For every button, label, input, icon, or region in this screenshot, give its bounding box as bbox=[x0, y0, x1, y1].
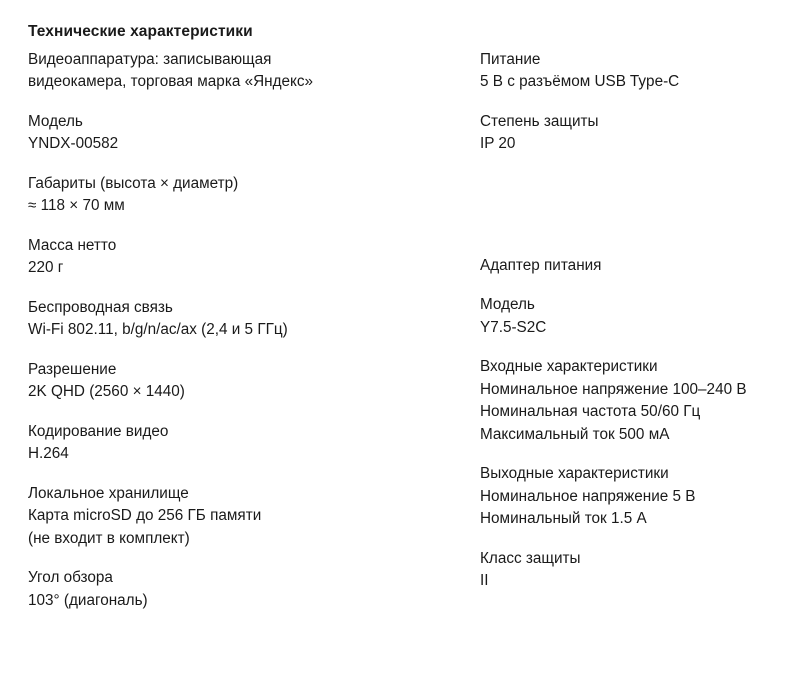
spec-block-viewing-angle bbox=[28, 567, 476, 612]
spec-value: Номинальный ток 1.5 А bbox=[480, 510, 647, 528]
spec-block-video-equipment bbox=[28, 49, 476, 94]
spec-block-input-characteristics bbox=[480, 356, 788, 446]
spec-value: Максимальный ток 500 мА bbox=[480, 425, 670, 443]
left-column bbox=[28, 49, 476, 612]
spec-value: Y7.5-S2C bbox=[480, 318, 547, 336]
spec-block-power-adapter bbox=[480, 255, 788, 277]
spec-label: Питание bbox=[480, 50, 541, 68]
spec-block-output-characteristics bbox=[480, 463, 788, 530]
spec-columns bbox=[28, 49, 788, 612]
spec-block-adapter-model bbox=[480, 294, 788, 339]
spec-value: 103° (диагональ) bbox=[28, 591, 148, 609]
spec-value: II bbox=[480, 572, 489, 590]
page-title: Технические характеристики bbox=[28, 23, 253, 40]
spec-note: (не входит в комплект) bbox=[28, 529, 190, 547]
spec-subheading: Адаптер питания bbox=[480, 256, 602, 274]
spec-label: Выходные характеристики bbox=[480, 465, 669, 483]
spec-value: Номинальное напряжение 5 В bbox=[480, 487, 696, 505]
spec-label: Модель bbox=[28, 112, 83, 130]
spec-block-protection-rating bbox=[480, 111, 788, 156]
spec-label: Кодирование видео bbox=[28, 422, 169, 440]
spec-block-video-encoding bbox=[28, 421, 476, 466]
spec-value: IP 20 bbox=[480, 135, 516, 153]
spec-block-wireless bbox=[28, 297, 476, 342]
spec-value: Карта microSD до 256 ГБ памяти bbox=[28, 507, 262, 525]
spec-block-local-storage bbox=[28, 483, 476, 550]
spec-value: H.264 bbox=[28, 445, 69, 463]
spec-block-dimensions bbox=[28, 173, 476, 218]
column-spacer bbox=[480, 173, 788, 255]
spec-value: 5 В с разъёмом USB Type-C bbox=[480, 73, 680, 91]
spec-label: Модель bbox=[480, 296, 535, 314]
spec-value: Wi-Fi 802.11, b/g/n/ac/ax (2,4 и 5 ГГц) bbox=[28, 321, 288, 339]
spec-value: 2K QHD (2560 × 1440) bbox=[28, 383, 185, 401]
spec-label: Масса нетто bbox=[28, 236, 117, 254]
spec-block-resolution bbox=[28, 359, 476, 404]
spec-label: Локальное хранилище bbox=[28, 484, 189, 502]
spec-label: Угол обзора bbox=[28, 569, 113, 587]
spec-block-model bbox=[28, 111, 476, 156]
spec-label: Беспроводная связь bbox=[28, 298, 173, 316]
spec-value: Номинальная частота 50/60 Гц bbox=[480, 403, 701, 421]
spec-label: Разрешение bbox=[28, 360, 117, 378]
spec-label: Входные характеристики bbox=[480, 358, 658, 376]
spec-value: ≈ 118 × 70 мм bbox=[28, 197, 125, 215]
spec-value: Номинальное напряжение 100–240 В bbox=[480, 380, 747, 398]
spec-line: видеокамера, торговая марка «Яндекс» bbox=[28, 73, 314, 91]
spec-value: 220 г bbox=[28, 259, 64, 277]
right-column bbox=[476, 49, 788, 593]
spec-value: YNDX-00582 bbox=[28, 135, 119, 153]
spec-label: Габариты (высота × диаметр) bbox=[28, 174, 239, 192]
spec-line: Видеоаппаратура: записывающая bbox=[28, 50, 272, 68]
spec-block-protection-class bbox=[480, 548, 788, 593]
spec-block-power bbox=[480, 49, 788, 94]
spec-block-net-weight bbox=[28, 235, 476, 280]
spec-label: Класс защиты bbox=[480, 549, 581, 567]
spec-label: Степень защиты bbox=[480, 112, 599, 130]
